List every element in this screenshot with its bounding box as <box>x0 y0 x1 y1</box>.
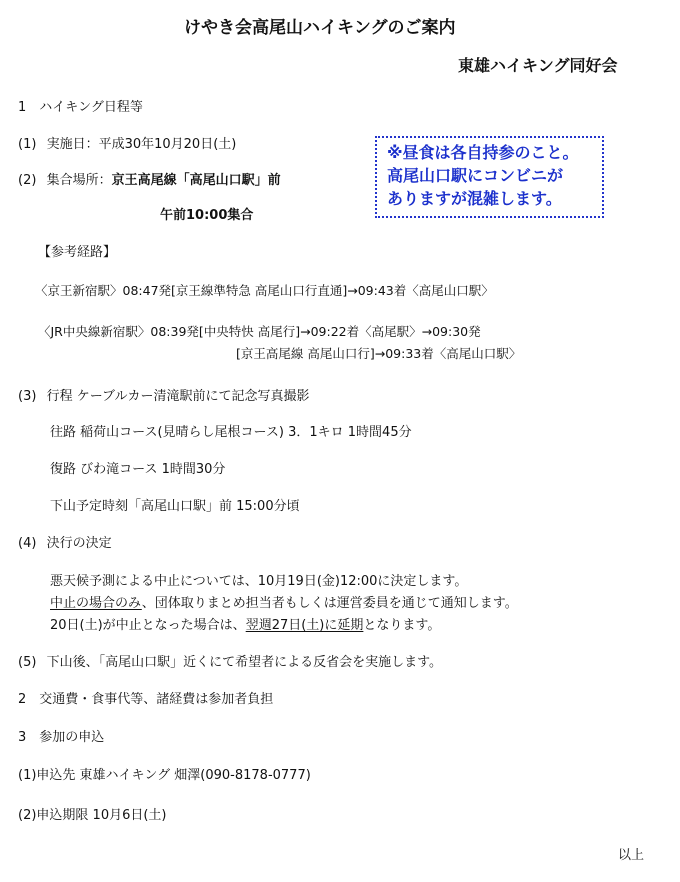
outbound-route: 往路 稲荷山コース(見晴らし尾根コース) 3．1キロ 1時間45分 <box>50 425 412 440</box>
closing-mark: 以上 <box>618 848 645 863</box>
route-jr-line2: [京王高尾線 高尾山口行]→09:33着〈高尾山口駅〉 <box>236 346 522 361</box>
routes-heading: 【参考経路】 <box>38 245 117 260</box>
itinerary-label: 行程 ケーブルカー清滝駅前にて記念写真撮影 <box>46 389 310 404</box>
notice-line-2: 高尾山口駅にコンビニが <box>387 166 564 185</box>
section3-heading: 3 参加の申込 <box>18 730 105 745</box>
decision-line-2-rest: 、団体取りまとめ担当者もしくは運営委員を通じて通知します。 <box>141 596 518 611</box>
decision-number: (4) <box>18 536 37 551</box>
document-title: けやき会高尾山ハイキングのご案内 <box>184 18 456 38</box>
itinerary-number: (3) <box>18 389 37 404</box>
after-hike-number: (5) <box>18 655 37 670</box>
after-hike-label: 下山後、「高尾山口駅」近くにて希望者による反省会を実施します。 <box>46 655 443 670</box>
section1-heading: 1 ハイキング日程等 <box>18 100 143 115</box>
date-label: 実施日：平成30年10月20日(土) <box>46 137 237 152</box>
meeting-time: 午前10:00集合 <box>160 208 254 223</box>
meeting-number: (2) <box>18 173 37 188</box>
date-number: (1) <box>18 137 37 152</box>
itinerary-item <box>18 389 310 405</box>
notice-line-1: ※昼食は各自持参のこと。 <box>387 143 579 162</box>
decision-line-2-underlined: 中止の場合のみ <box>50 596 142 611</box>
descent-time: 下山予定時刻「高尾山口駅」前 15:00分頃 <box>50 499 300 514</box>
decision-line-3-underlined: 翌週27日(土)に延期 <box>245 618 364 633</box>
application-contact: (1)申込先 東雄ハイキング 畑澤(090-8178-0777) <box>18 768 311 783</box>
decision-line-1: 悪天候予測による中止については、10月19日(金)12:00に決定します。 <box>50 574 468 589</box>
after-hike-item <box>18 655 442 671</box>
return-route: 復路 びわ滝コース 1時間30分 <box>50 462 226 477</box>
meeting-place: 京王高尾線「高尾山口駅」前 <box>111 173 281 188</box>
decision-line-3-start: 20日(土)が中止となった場合は、 <box>50 618 246 633</box>
route-jr-line1: 〈JR中央線新宿駅〉08:39発[中央特快 高尾行]→09:22着〈高尾駅〉→09:30発 <box>38 324 481 339</box>
application-deadline: (2)申込期限 10月6日(土) <box>18 808 167 823</box>
organizer-name: 東雄ハイキング同好会 <box>458 56 618 75</box>
meeting-prefix: 集合場所： <box>46 173 112 188</box>
decision-item <box>18 536 112 552</box>
route-keio: 〈京王新宿駅〉08:47発[京王線準特急 高尾山口行直通]→09:43着〈高尾山口駅〉 <box>35 283 494 298</box>
notice-line-3: ありますが混雑します。 <box>387 189 562 208</box>
lunch-notice-box <box>375 136 604 218</box>
decision-line-3-end: となります。 <box>363 618 441 633</box>
decision-label: 決行の決定 <box>46 536 112 551</box>
decision-line-3 <box>50 618 440 634</box>
decision-line-2 <box>50 596 518 612</box>
date-item <box>18 137 236 153</box>
section2-heading: 2 交通費・食事代等、諸経費は参加者負担 <box>18 692 274 707</box>
meeting-item <box>18 173 281 189</box>
